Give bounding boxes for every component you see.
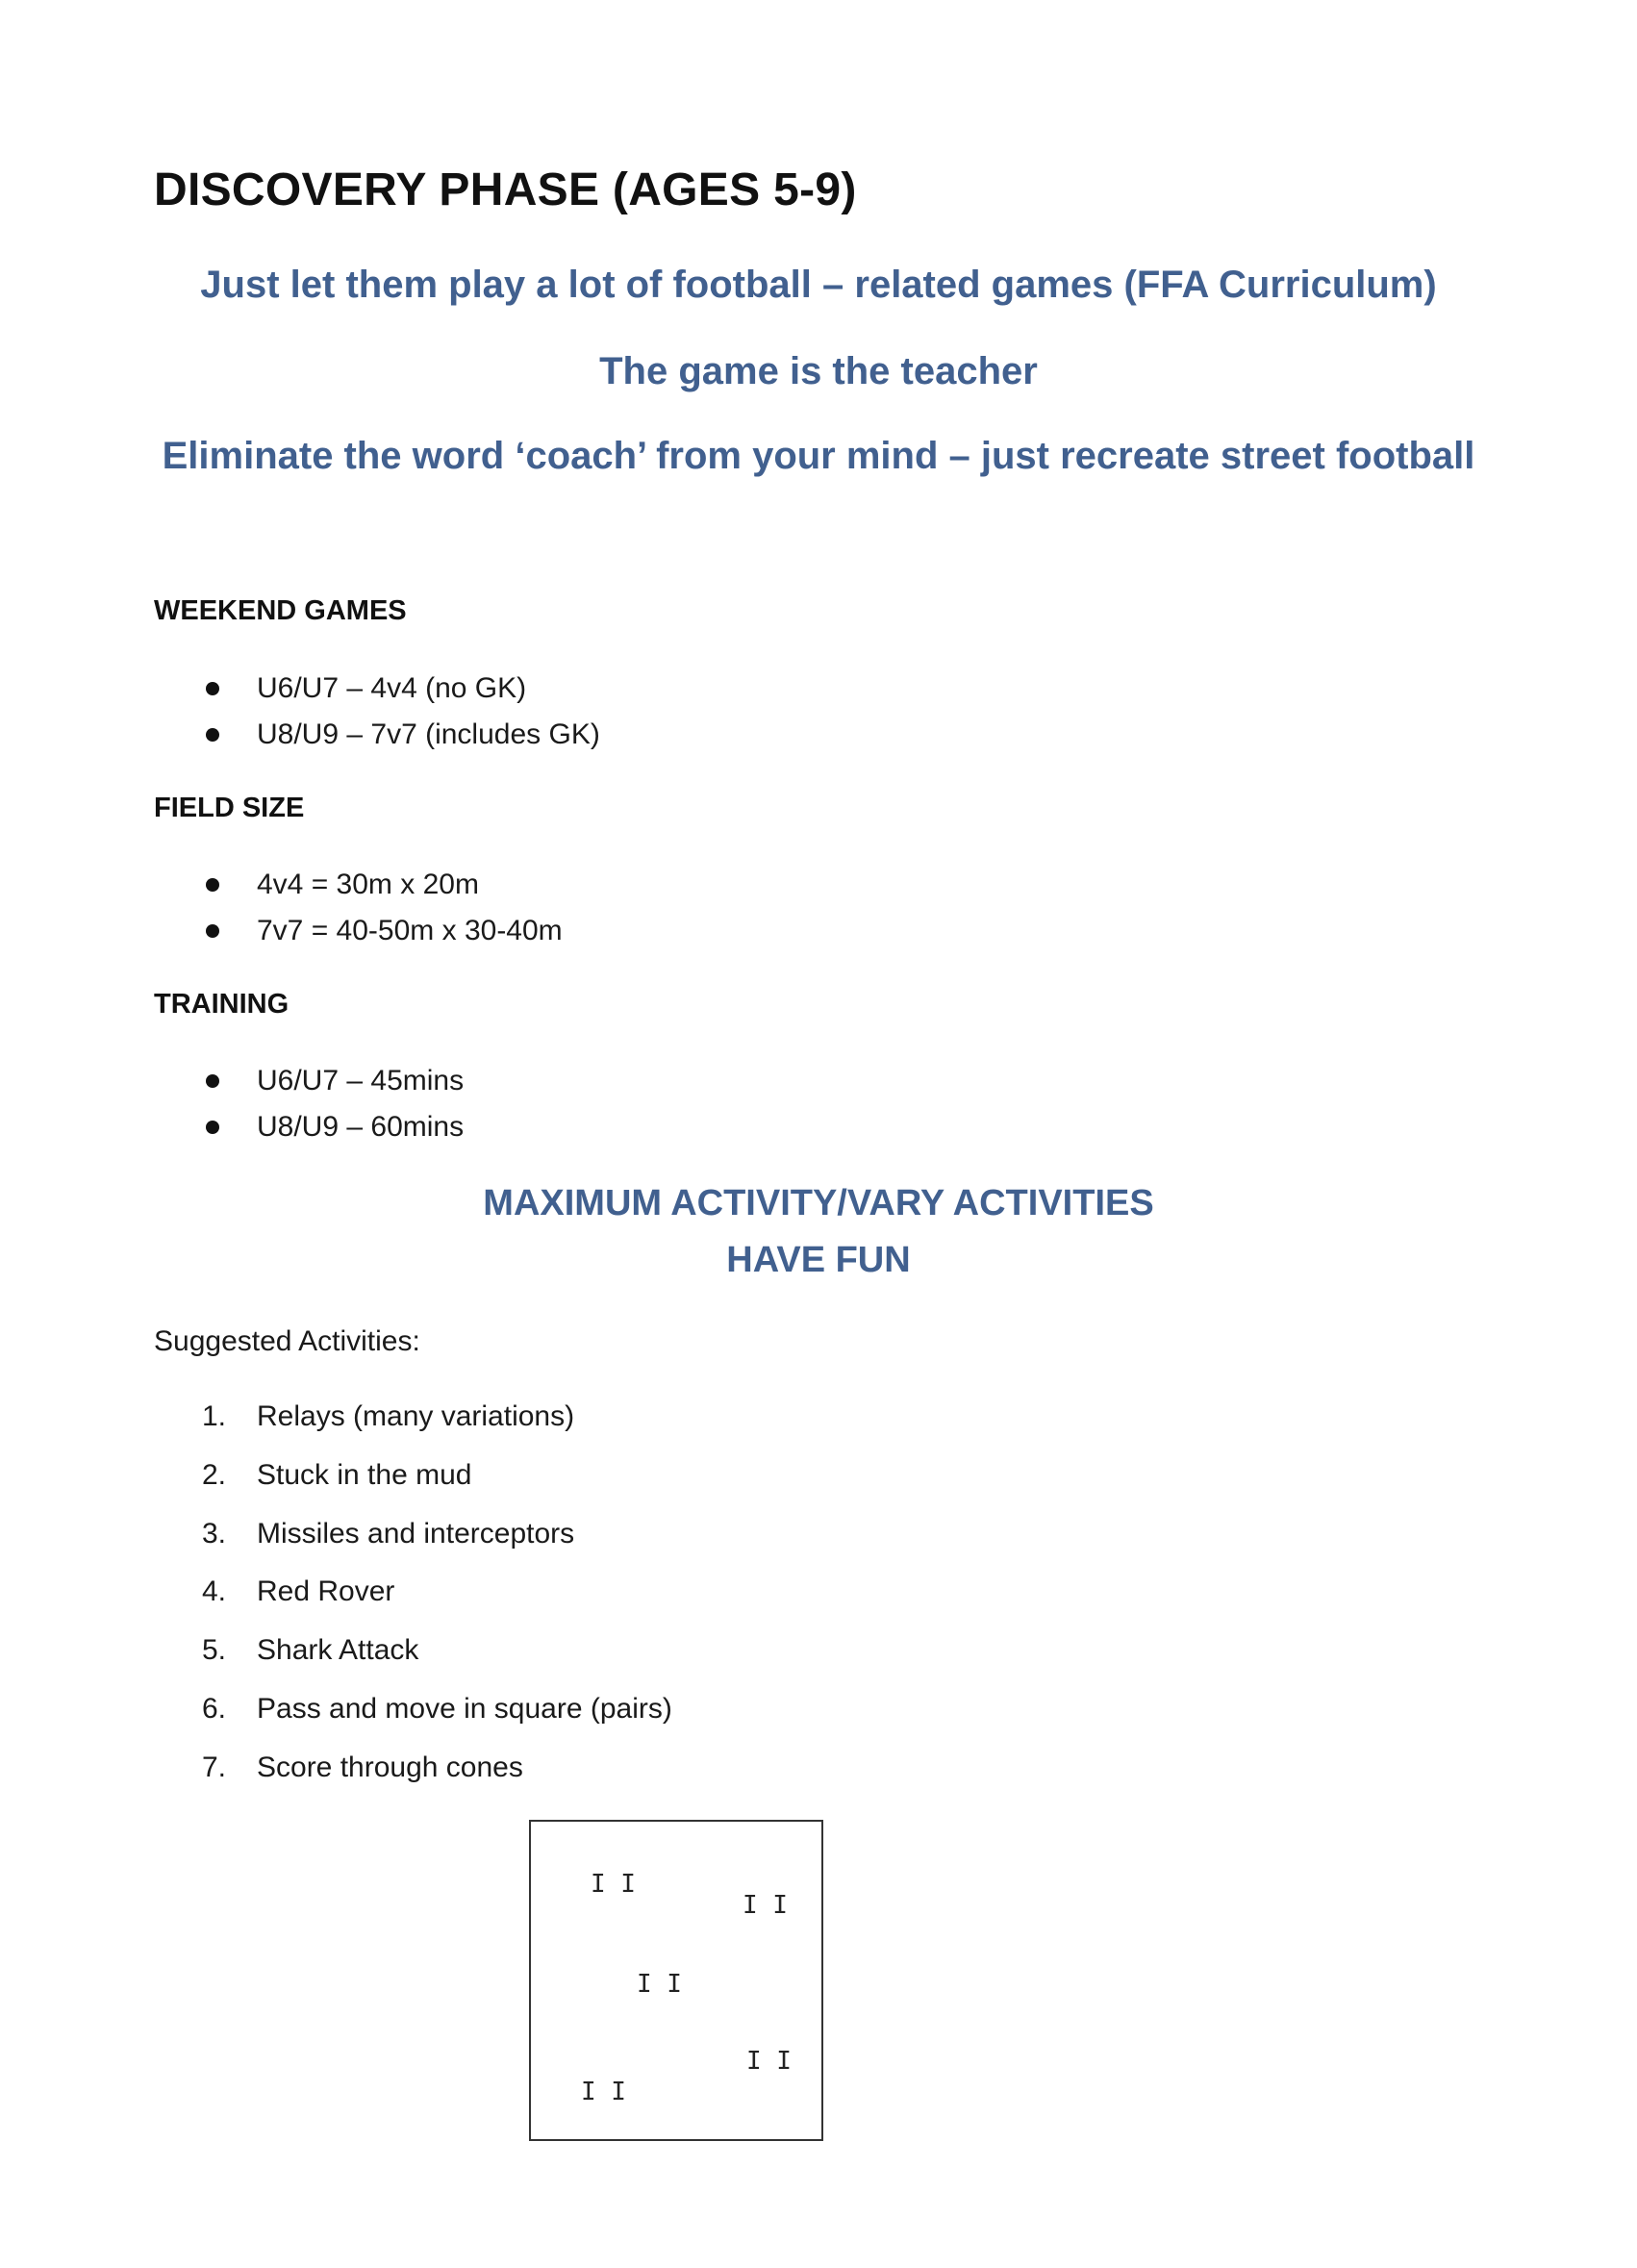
list-item — [0, 1515, 1154, 1553]
emphasis-have-fun: HAVE FUN — [726, 1240, 911, 1280]
list-item — [0, 1749, 1154, 1787]
cone-gate: I I — [743, 1891, 788, 1920]
list-item-text: Shark Attack — [257, 1634, 419, 1666]
page-title: DISCOVERY PHASE (AGES 5-9) — [154, 164, 857, 215]
tagline-play-games: Just let them play a lot of football – related games (FFA Curriculum) — [200, 264, 1437, 306]
bullet-icon — [206, 682, 219, 695]
list-item-text: Red Rover — [257, 1575, 395, 1607]
list-number: 2. — [202, 1459, 227, 1491]
emphasis-maximum-activity: MAXIMUM ACTIVITY/VARY ACTIVITIES — [483, 1183, 1154, 1223]
list-item-text: Score through cones — [257, 1751, 523, 1783]
list-item-text: 4v4 = 30m x 20m — [257, 869, 479, 900]
list-item — [0, 912, 1154, 950]
list-number: 1. — [202, 1400, 227, 1432]
training-heading: TRAINING — [154, 989, 290, 1020]
list-item-text: Stuck in the mud — [257, 1459, 472, 1491]
list-number: 7. — [202, 1751, 227, 1783]
list-item-text: Missiles and interceptors — [257, 1518, 575, 1550]
list-item-text: U6/U7 – 4v4 (no GK) — [257, 672, 527, 704]
suggested-activities-label: Suggested Activities: — [154, 1325, 420, 1357]
list-item — [0, 1062, 1154, 1100]
cone-gate: I I — [746, 2047, 792, 2076]
list-item — [0, 1631, 1154, 1670]
list-item — [0, 1108, 1154, 1147]
list-item-text: U8/U9 – 7v7 (includes GK) — [257, 718, 600, 750]
cone-gate: I I — [637, 1970, 682, 1999]
list-item — [0, 866, 1154, 904]
list-item — [0, 1573, 1154, 1611]
list-number: 4. — [202, 1575, 227, 1607]
list-item — [0, 1398, 1154, 1436]
list-number: 5. — [202, 1634, 227, 1666]
list-number: 6. — [202, 1693, 227, 1725]
list-item-text: U6/U7 – 45mins — [257, 1065, 465, 1096]
list-number: 3. — [202, 1518, 227, 1550]
list-item — [0, 1690, 1154, 1728]
list-item — [0, 669, 1154, 708]
list-item-text: U8/U9 – 60mins — [257, 1111, 465, 1143]
bullet-icon — [206, 878, 219, 892]
bullet-icon — [206, 1074, 219, 1088]
list-item-text: Pass and move in square (pairs) — [257, 1693, 672, 1725]
cone-gates-diagram — [529, 1820, 823, 2141]
bullet-icon — [206, 1121, 219, 1134]
weekend-games-heading: WEEKEND GAMES — [154, 595, 407, 626]
cone-gate: I I — [591, 1870, 636, 1899]
list-item-text: 7v7 = 40-50m x 30-40m — [257, 915, 563, 946]
tagline-game-teacher: The game is the teacher — [599, 350, 1038, 392]
tagline-street-football: Eliminate the word ‘coach’ from your mind – just recreate street football — [162, 435, 1475, 477]
field-size-heading: FIELD SIZE — [154, 793, 305, 823]
list-item — [0, 1456, 1154, 1495]
cone-gate: I I — [581, 2078, 626, 2106]
list-item — [0, 716, 1154, 754]
bullet-icon — [206, 728, 219, 742]
bullet-icon — [206, 924, 219, 938]
list-item-text: Relays (many variations) — [257, 1400, 575, 1432]
